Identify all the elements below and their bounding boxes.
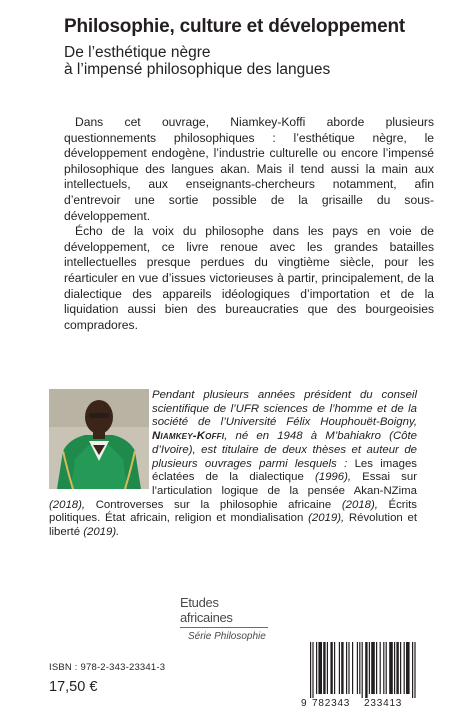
barcode-bar — [339, 642, 340, 694]
barcode-bar — [359, 642, 360, 694]
barcode-bar — [396, 642, 398, 694]
bio-book-4: Écrits politiques. État africain, religion et mondialisation — [49, 498, 417, 525]
barcode-bar — [365, 642, 367, 698]
barcode-bar — [383, 642, 384, 694]
barcode-bar — [371, 642, 375, 694]
barcode-bar — [357, 642, 358, 694]
collection-block — [180, 595, 280, 642]
author-name: Niamkey-Koffi — [152, 430, 225, 443]
barcode-bar — [341, 642, 343, 694]
bio-year-1: (1996), — [314, 471, 352, 484]
barcode-bar — [386, 642, 387, 694]
bio-year-2: (2018), — [49, 498, 86, 511]
barcode-bar — [348, 642, 349, 694]
barcode-bar — [312, 642, 313, 698]
summary-paragraph-2: Écho de la voix du philosophe dans les pays en voie de développement, ce livre renoue avec les grandes batailles intellectuelles presque perdues du vingtième siècle, pour les réarticuler en vue d’issues victorieuses à partir, principalement, de la dialectique des appareils idéologiques d’importation et de la liquidation aussi bien des bureaucraties que des bourgeoisies compradores. — [64, 224, 434, 332]
bio-year-3: (2018), — [341, 498, 378, 511]
bio-book-5: Révolution et liberté — [49, 512, 418, 539]
barcode-bar — [323, 642, 325, 694]
barcode-bar — [330, 642, 332, 694]
barcode-bar — [316, 642, 317, 694]
barcode-digit-lead: 9 — [301, 698, 307, 708]
bio-book-2: Essai sur l’articulation logique de la pensée Akan-NZima — [152, 471, 417, 497]
barcode-bar — [412, 642, 413, 698]
book-subtitle — [64, 44, 434, 78]
book-title: Philosophie, culture et développement — [64, 16, 405, 37]
barcode — [300, 640, 422, 708]
barcode-bar — [400, 642, 401, 694]
summary-paragraph-1: Dans cet ouvrage, Niamkey-Koffi aborde plusieurs questionnements philosophiques : l’esthétique nègre, le développement endogène, l’industrie culturelle ou encore l’impensé philosophique des langues akan. Mais il tend aussi la main aux intellectuels, aux enseignants-chercheurs notamment, afin d’entrevoir une sortie possible de la grisaille du sous-développement. — [64, 115, 434, 223]
barcode-bar — [352, 642, 353, 694]
barcode-digits-group-2: 233413 — [364, 698, 403, 708]
barcode-bar — [414, 642, 415, 698]
barcode-image — [300, 640, 422, 708]
barcode-bar — [389, 642, 393, 694]
price: 17,50 € — [49, 679, 98, 695]
series-name: Série Philosophie — [188, 631, 266, 642]
barcode-bar — [362, 642, 363, 698]
barcode-bar — [376, 642, 377, 694]
barcode-bar — [406, 642, 410, 694]
bio-intro: Pendant plusieurs années président du conseil scientifique de l’UFR sciences de l’homme et de la société de l’Université Félix Houphouët-Boigny, — [152, 389, 417, 429]
barcode-bar — [346, 642, 347, 694]
barcode-bar — [380, 642, 381, 694]
bio-year-4: (2019), — [308, 512, 345, 525]
barcode-bar — [404, 642, 405, 694]
barcode-bar — [310, 642, 311, 698]
barcode-digits-group-1: 782343 — [312, 698, 351, 708]
subtitle-line-2: à l’impensé philosophique des langues — [64, 61, 331, 78]
bio-year-5: (2019). — [83, 526, 120, 539]
bio-book-3: Controverses sur la philosophie africaine — [85, 498, 342, 511]
bio-book-1: Les images éclatées de la dialectique — [152, 457, 417, 484]
barcode-bar — [318, 642, 322, 694]
summary-text — [64, 115, 434, 333]
author-bio — [49, 389, 417, 540]
photo-spacer — [49, 389, 152, 487]
barcode-bar — [334, 642, 335, 694]
barcode-bar — [327, 642, 328, 694]
bio-details: , né en 1948 à M’bahiakro (Côte d’Ivoire), est titulaire de deux thèses et auteur de plusieurs ouvrages parmi lesquels : — [152, 430, 417, 470]
barcode-bars — [310, 642, 416, 698]
collection-name: Etudes africaines — [180, 595, 268, 628]
barcode-bar — [369, 642, 370, 694]
isbn: ISBN : 978-2-343-23341-3 — [49, 662, 166, 673]
barcode-bar — [394, 642, 395, 694]
subtitle-line-1: De l’esthétique nègre — [64, 44, 211, 61]
